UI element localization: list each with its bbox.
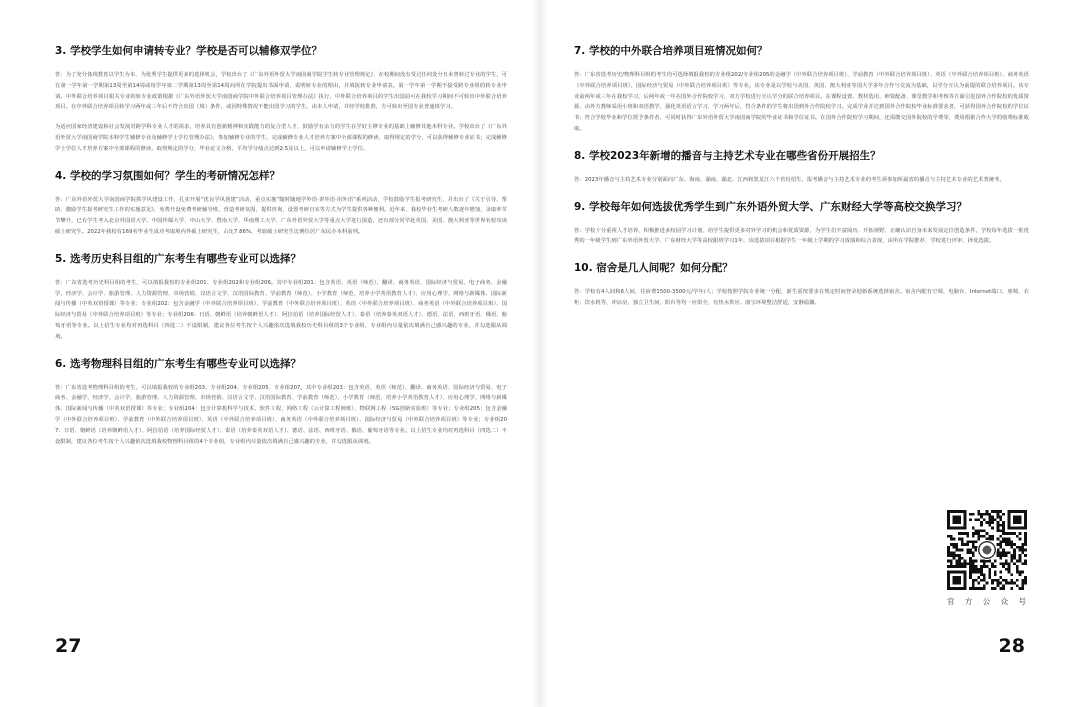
faq-answer-3b: 为适应国家经济建设和社会发展对跨学科专业人才的需求，培养具有创新精神和实践能力的复合型人才，鼓励学有余力的学生在学好主修专业的基础上辅修其他本科专业。学校出台了《广东外语外贸大学南国商学院本科学生辅修专业及辅修学士学位管理办法》，参加辅修专业的学生，完成辅修专业人才培养方案中全部课程的修读，取得规定的学分，可以获得辅修专业证书；完成辅修学士学位人才培养方案中全部课程的修读，取得规定的学分，毕业论文合格，平均学分绩点达到2.5及以上，可以申请辅修学士学位。 <box>55 124 507 152</box>
faq-answer-6: 答：广东省选考物理科目组的考生，可以填报我校的专业组203、专业组204、专业组205、专业组207。其中专业组203：包含英语、英语（师范）、翻译、商务英语、国际经济与贸易、电子商务、金融学、经济学、会计学、旅游管理、人力资源管理、市场营销、汉语言文学、汉语国际教育、学前教育（师范）、小学教育（师范、培养小学英语教育人才）、应用心理学、网络与新媒体、国际新闻与传播（中英双语授课）等专业；专业组204：包含计算机科学与技术、软件工程、网络工程（云计算工程师班）、物联网工程（5G创新实验班）等专业；专业组205：包含金融学（中外联合培养项目班）、学前教育（中外联合培养项目班）、英语（中外联合培养项目班）、商务英语（中外联合培养项目班）、国际经济与贸易（中外联合培养项目班）等专业；专业组207：日语、朝鲜语（培养朝鲜语人才）、阿拉伯语（培养国际经贸人才）、泰语（培养泰英双语人才）、德语、法语、西班牙语、俄语、葡萄牙语等专业。以上招生专业均对再选科目（四选二）不设限制，建议各位考生按个人兴趣依次选填我校物理科目组的4个专业组，专业组内尽量依次填满自己感兴趣的专业，并勾选服从调剂。 <box>55 384 507 445</box>
faq-answer-8: 答：2023年播音与主持艺术专业分别面向广东、海南、湖南、湖北、江西和黑龙江六个省份招生，报考播音与主持艺术专业的考生须参加所属省的播音与主持艺术专业的艺术类统考。 <box>574 176 1005 183</box>
right-page <box>540 0 1080 707</box>
faq-question-5: 5. 选考历史科目组的广东考生有哪些专业可以选择？ <box>55 252 301 265</box>
faq-question-10: 10. 宿舍是几人间呢？如何分配？ <box>574 262 733 275</box>
faq-question-6: 6. 选考物理科目组的广东考生有哪些专业可以选择？ <box>55 357 301 370</box>
qr-block <box>947 510 1031 607</box>
faq-question-8: 8. 学校2023年新增的播音与主持艺术专业在哪些省份开展招生？ <box>574 149 881 162</box>
faq-answer-9: 答：学校十分重视人才培养，积极推进多校园学习计划，给学生提供更多对外学习的机会和优质资源，为学生们丰富阅历、开拓视野、正确认识自身未来发展定位创造条件。学校每年选拔一批优秀的一年级学生到广东外语外贸大学、广东财经大学等高校跟班学习1年，该选拔项目根据学生一年级上学期的学习成绩和综合表现，由所在学院推荐，学校进行评审，择优选拔。 <box>574 227 1029 245</box>
faq-answer-3a: 答：为了充分体现教育以学生为本、为优秀学生提供更多的选择机会，学校出台了《广东外语外贸大学南国商学院学生转专业管理规定》，在校期间没有受过任何处分且未曾转过专业的学生，可在第一学年第一学期第13周至第14周或每学年第二学期第13周至第14周向所在学院提出书面申请，说明转专业的理由，并填报转专业申请表。第一学年第一学期不接受跨专业组的转专业申请。中外联合培养项目相关专业的转专业政策根据《广东外语外贸大学南国商学院中外联合培养项目管理办法》执行，中外联合培养项目的学生出国前可在我校学习期间不可转出中外联合培养项目。在中外联合培养项目转学习两年或三年后不符合出国（境）条件，或因特殊情况不能出国学习的学生，由本人申请，并经学校批准，方可转出至国专业普通班学习。 <box>55 72 507 111</box>
faq-question-3: 3. 学校学生如何申请转专业？学校是否可以辅修双学位？ <box>55 45 322 57</box>
faq-section-6 <box>55 357 507 448</box>
right-column <box>574 44 1029 323</box>
faq-section-4 <box>55 169 507 238</box>
page-number-left: 27 <box>55 635 82 657</box>
faq-section-5 <box>55 252 507 343</box>
faq-section-10 <box>574 261 1029 309</box>
faq-section-8 <box>574 149 1029 186</box>
qr-caption: 官 方 公 众 号 <box>947 597 1031 606</box>
faq-answer-10: 答：学校有4人间和6人间，住宿费1500-3500元/学年/人；学校按照学院专业统一分配，新生需按要求在规定时间登录迎新系统选择宿舍。宿舍内配有空调、电脑台、Internet端口、座椅、衣柜、饮水机等，冲凉房，独立卫生间，阳台等均一应俱全，有热水供应。康宝环境整洁舒适，安静温馨。 <box>574 289 1029 306</box>
faq-answer-4: 答：广东外语外贸大学南国商学院抓学风建设工作，扎实开展“优良学风创建”活动，重点实施“随时随地学外语·讲外语·用外语”系列活动，学校鼓励学生报考研究生，并出台了《关于引导、帮助、激励学生报考研究生工作的实施意见》，免费开设免费考研辅导班，营造考研氛围，提供咨询，设置考研自室等方式为学生提供各种便利。近年来，我校毕业生考研人数逐年增加，录取率节节攀升，已有学生考入北京外国语大学、中国传媒大学、中山大学、暨南大学、华南理工大学、广东外语外贸大学等重点大学进行深造，还有部分同学赴英国、美国、澳大利亚等世界名校攻读硕士研究生。2022年我校有169名毕业生成功考取境内外硕士研究生，占比7.86%，考取硕士研究生比例位居广东民办本科前列。 <box>55 196 507 235</box>
faq-section-3 <box>55 44 507 155</box>
faq-section-7 <box>574 44 1029 135</box>
faq-answer-5: 答：广东省选考历史科目组的考生，可以填报我校的专业组201、专业组202和专业组206。其中专业组201：包含英语、英语（师范）、翻译、商务英语、国际经济与贸易、电子商务、金融学、经济学、会计学、旅游管理、人力资源管理、市场营销、汉语言文学、汉语国际教育、学前教育（师范）、小学教育（师范、培养小学英语教育人才）、应用心理学、网络与新媒体、国际新闻与传播（中英双语授课）等专业；专业组202：包含金融学（中外联合培养项目班）、学前教育（中外联合培养项目班）、英语（中外联合培养项目班）、商务英语（中外联合培养项目班）、国际经济与贸易（中外联合培养项目班）等专业；专业组206：日语、朝鲜语（培养朝鲜语人才）、阿拉伯语（培养国际经贸人才）、泰语（培养泰英双语人才）、德语、法语、西班牙语、俄语、葡萄牙语等专业。以上招生专业均对再选科目（四选二）不设限制，建议各位考生按个人兴趣依次选填我校历史科目组的3个专业组，专业组内尽量依次填满自己感兴趣的专业，并勾选服从调剂。 <box>55 279 507 340</box>
left-column <box>55 44 507 461</box>
page-number-right: 28 <box>998 635 1025 657</box>
faq-question-9: 9. 学校每年如何选拔优秀学生到广东外语外贸大学、广东财经大学等高校交换学习？ <box>574 200 967 213</box>
faq-section-9 <box>574 200 1029 248</box>
qr-code-icon <box>947 510 1027 590</box>
faq-question-7: 7. 学校的中外联合培养项目班情况如何？ <box>574 45 768 57</box>
faq-answer-7: 答：广东省选考历史/物理科目组的考生均可选择填报我校的专业组202/专业组205的金融学（中外联合培养项目班）、学前教育（中外联合培养项目班）、英语（中外联合培养项目班）、商务英语（中外联合培养项目班）、国际经济与贸易（中外联合培养项目班）等专业。该专业是以学校与美国、英国、澳大利亚等国大学多年合作与交流为基础，以学分互认为前提的联合培养项目。该专业前两年或三年在我校学习，后两年或一年在国外合作院校学习，双方学校进行互认学分的联合培养项目。在课程设置、教材选用、师资配备、课堂教学和考核等方面引进国外合作院校的优质资源，由外方教师采用小班和双语教学，强化英语语言学习，学习两年后，符合条件的学生将出国到外合作院校学习。完成学业并达到国外合作院校毕业标准要求者，可获得国外合作院校的学位证书；符合学校毕业和学位授予条件者，可同时获得广东外语外贸大学南国商学院的毕业证书和学位证书。在国外合作院校学习期间，还需缴交国外院校的学费等，费用根据合作大学的收费标准收取。 <box>574 72 1029 132</box>
faq-question-4: 4. 学校的学习氛围如何？学生的考研情况怎样？ <box>55 169 280 182</box>
